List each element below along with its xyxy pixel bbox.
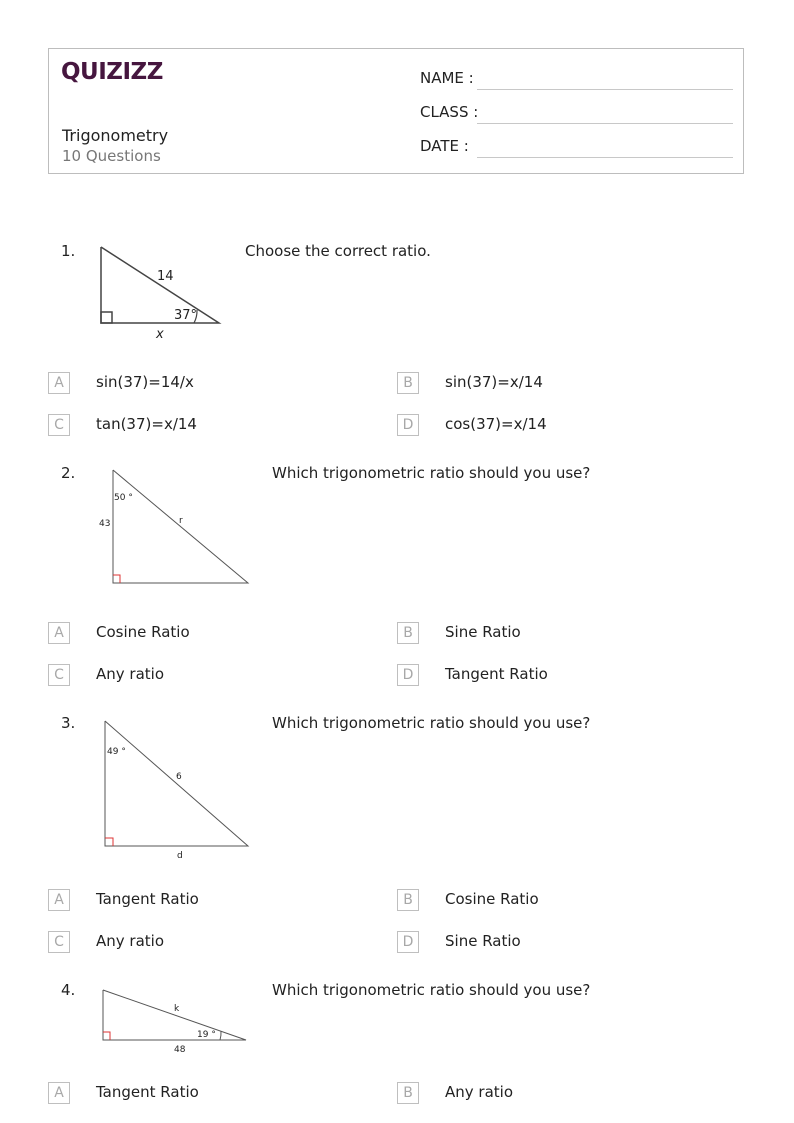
option-a-text: Tangent Ratio [96, 1083, 199, 1101]
base-label: 48 [174, 1045, 186, 1055]
date-line[interactable] [477, 157, 733, 158]
hypotenuse-label: 14 [157, 269, 174, 284]
angle-label: 50 ° [114, 493, 133, 503]
base-label: x [156, 327, 164, 342]
question-number: 4. [61, 981, 76, 999]
option-c-text: Any ratio [96, 665, 164, 683]
hypotenuse-label: k [174, 1004, 180, 1014]
question-number: 1. [61, 242, 76, 260]
question-count: 10 Questions [62, 147, 161, 165]
angle-label: 19 ° [197, 1030, 216, 1040]
side-label: 43 [99, 519, 111, 529]
option-d-text: Tangent Ratio [445, 665, 548, 683]
name-line[interactable] [477, 89, 733, 90]
hypotenuse-label: r [179, 516, 183, 526]
option-b-text: Cosine Ratio [445, 890, 539, 908]
option-d-box[interactable]: D [397, 664, 419, 686]
name-label: NAME : [420, 69, 474, 87]
question-3-triangle-figure [96, 716, 256, 864]
option-b-text: Any ratio [445, 1083, 513, 1101]
date-label: DATE : [420, 137, 469, 155]
option-a-text: Cosine Ratio [96, 623, 190, 641]
option-b-text: Sine Ratio [445, 623, 521, 641]
option-d-text: Sine Ratio [445, 932, 521, 950]
question-number: 2. [61, 464, 76, 482]
question-number: 3. [61, 714, 76, 732]
worksheet-header [48, 48, 744, 174]
option-c-box[interactable]: C [48, 664, 70, 686]
hypotenuse-label: 6 [176, 772, 182, 782]
option-b-box[interactable]: B [397, 372, 419, 394]
option-a-text: Tangent Ratio [96, 890, 199, 908]
question-2-triangle-figure [96, 466, 256, 588]
question-text: Choose the correct ratio. [245, 242, 431, 260]
option-b-box[interactable]: B [397, 889, 419, 911]
option-b-box[interactable]: B [397, 622, 419, 644]
option-a-box[interactable]: A [48, 622, 70, 644]
option-c-text: tan(37)=x/14 [96, 415, 197, 433]
question-1-triangle-figure [96, 242, 226, 344]
option-a-box[interactable]: A [48, 372, 70, 394]
class-line[interactable] [477, 123, 733, 124]
question-4-triangle-figure [96, 983, 256, 1055]
option-c-text: Any ratio [96, 932, 164, 950]
option-d-box[interactable]: D [397, 931, 419, 953]
option-c-box[interactable]: C [48, 931, 70, 953]
class-label: CLASS : [420, 103, 479, 121]
option-a-text: sin(37)=14/x [96, 373, 194, 391]
angle-label: 37° [174, 308, 198, 323]
option-d-box[interactable]: D [397, 414, 419, 436]
option-b-text: sin(37)=x/14 [445, 373, 543, 391]
option-b-box[interactable]: B [397, 1082, 419, 1104]
option-c-box[interactable]: C [48, 414, 70, 436]
question-text: Which trigonometric ratio should you use? [272, 714, 591, 732]
option-a-box[interactable]: A [48, 889, 70, 911]
option-a-box[interactable]: A [48, 1082, 70, 1104]
angle-label: 49 ° [107, 747, 126, 757]
question-text: Which trigonometric ratio should you use? [272, 464, 591, 482]
base-label: d [177, 851, 183, 861]
quizizz-logo: QUIZIZZ [61, 59, 163, 85]
option-d-text: cos(37)=x/14 [445, 415, 547, 433]
worksheet-title: Trigonometry [62, 126, 169, 145]
question-text: Which trigonometric ratio should you use? [272, 981, 591, 999]
